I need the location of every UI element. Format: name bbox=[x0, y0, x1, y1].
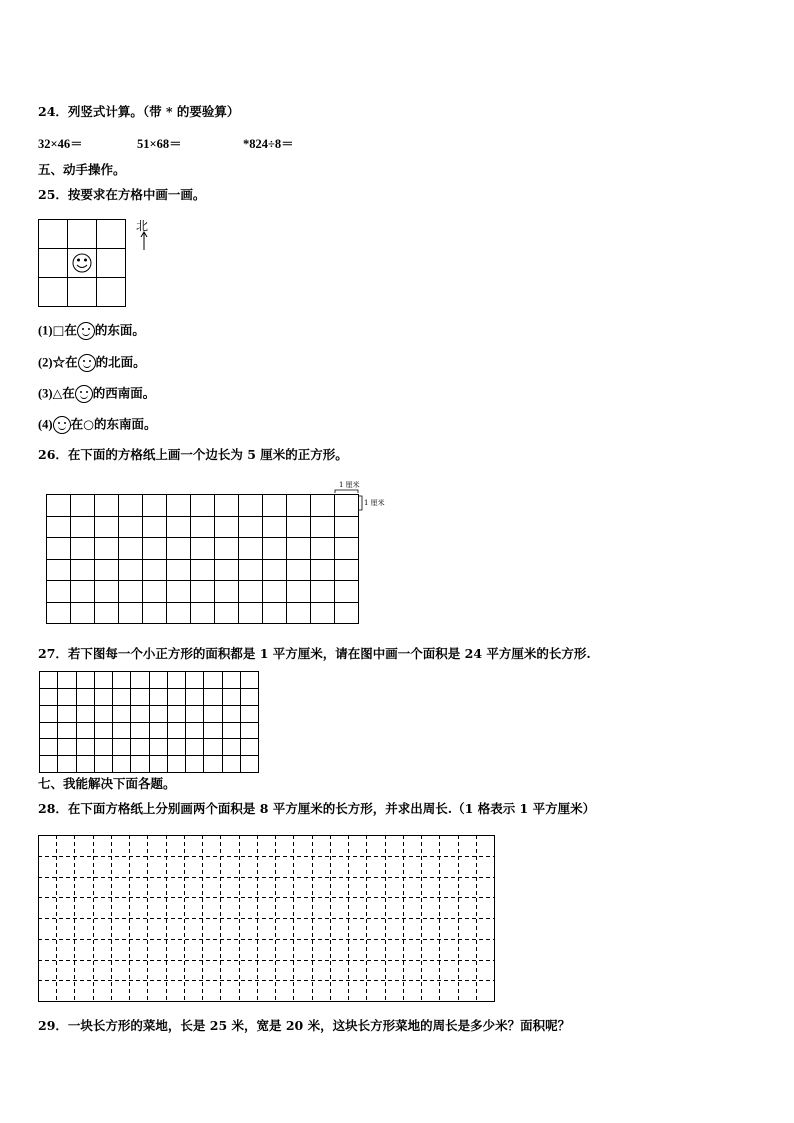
q24-title: 24．列竖式计算。（带 * 的要验算） bbox=[38, 104, 240, 119]
smiley-icon bbox=[75, 385, 93, 403]
q26-title: 26．在下面的方格纸上画一个边长为 5 厘米的正方形。 bbox=[38, 447, 348, 462]
q27-grid bbox=[39, 671, 259, 773]
q26-grid bbox=[46, 494, 359, 624]
smiley-icon bbox=[78, 354, 96, 372]
section-5-heading: 五、动手操作。 bbox=[38, 162, 126, 177]
q25-grid bbox=[38, 219, 126, 307]
smiley-icon bbox=[77, 322, 95, 340]
section-7-heading: 七、我能解决下面各题。 bbox=[38, 776, 176, 791]
q26-scale-vertical: 1 厘米 bbox=[364, 499, 385, 507]
q26-scale-horizontal: 1 厘米 bbox=[339, 481, 360, 489]
q28-grid bbox=[38, 835, 495, 1002]
q28-title: 28．在下面方格纸上分别画两个面积是 8 平方厘米的长方形，并求出周长.（1 格表示 1 平方厘米） bbox=[38, 801, 596, 816]
q25-title: 25．按要求在方格中画一画。 bbox=[38, 187, 206, 202]
q29-title: 29．一块长方形的菜地，长是 25 米，宽是 20 米，这块长方形菜地的周长是多少米？面积呢？ bbox=[38, 1018, 571, 1033]
north-label: 北 bbox=[136, 219, 149, 233]
q25-item-1: (1)□在 的东面。 bbox=[38, 322, 145, 340]
q27-title: 27．若下图每一个小正方形的面积都是 1 平方厘米，请在图中画一个面积是 24 平方厘米的长方形. bbox=[38, 646, 591, 661]
q25-item-3: (3)△在 的西南面。 bbox=[38, 385, 155, 403]
north-arrow-icon bbox=[140, 232, 148, 250]
smiley-icon bbox=[73, 254, 91, 272]
smiley-icon bbox=[53, 416, 71, 434]
q24-expr-3: *824÷8＝ bbox=[243, 137, 294, 151]
q24-expr-2: 51×68＝ bbox=[137, 137, 182, 151]
q25-item-2: (2)☆在 的北面。 bbox=[38, 354, 146, 372]
q24-expr-1: 32×46＝ bbox=[38, 137, 83, 151]
q25-item-4: (4) 在○的东南面。 bbox=[38, 416, 157, 434]
